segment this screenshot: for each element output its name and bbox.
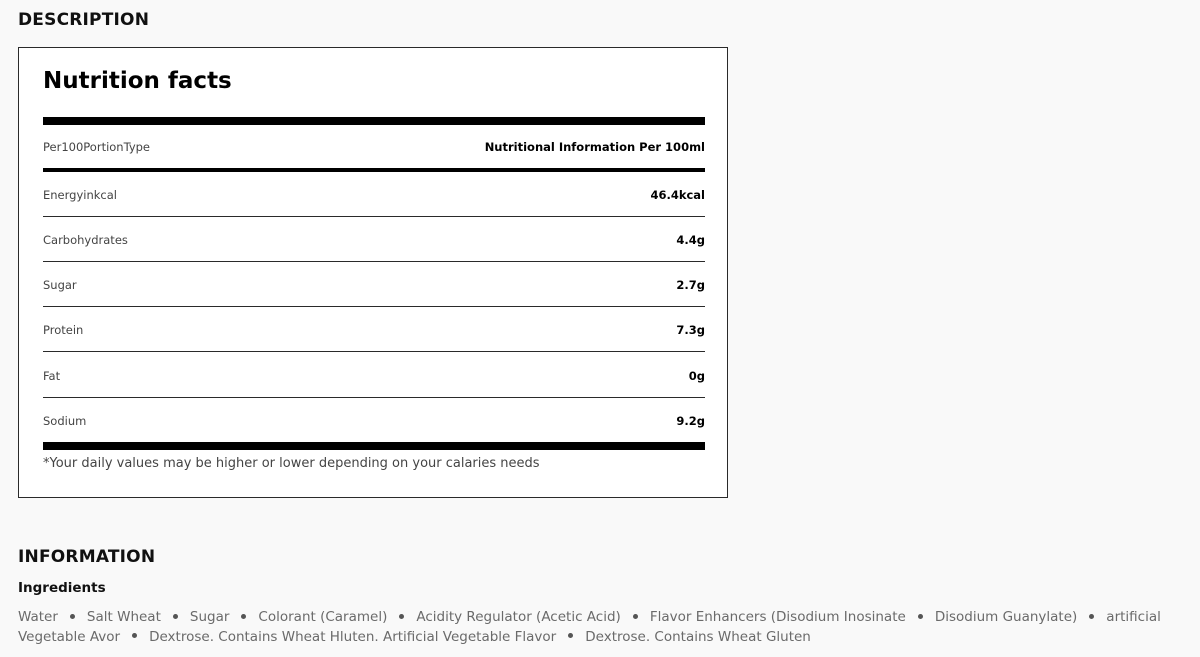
ingredients-line <box>18 608 1198 628</box>
bullet-icon <box>1089 614 1094 619</box>
nutrition-header-value: Nutritional Information Per 100ml <box>484 139 705 154</box>
nutrient-value: 9.2g <box>676 414 705 428</box>
bullet-icon <box>173 614 178 619</box>
divider-thick <box>43 442 705 450</box>
description-heading: DESCRIPTION <box>18 10 150 30</box>
ingredient-item: Disodium Guanylate) <box>934 609 1078 625</box>
ingredient-item: Dextrose. Contains Wheat Hluten. Artificial Vegetable Flavor <box>149 628 557 645</box>
nutrition-facts-card <box>18 47 728 498</box>
nutrient-value: 0g <box>688 368 705 383</box>
ingredients-heading: Ingredients <box>18 580 106 596</box>
ingredients-list <box>18 608 1198 647</box>
ingredient-item: Colorant (Caramel) <box>258 609 388 625</box>
ingredient-item: Dextrose. Contains Wheat Gluten <box>585 628 811 645</box>
nutrient-label: Energyinkcal <box>43 187 117 202</box>
nutrition-row-sodium <box>43 399 705 443</box>
bullet-icon <box>132 633 137 638</box>
ingredient-item: Vegetable Avor <box>18 628 121 645</box>
nutrient-value: 46.4kcal <box>650 187 705 202</box>
nutrition-row-energy <box>43 173 705 217</box>
bullet-icon <box>399 614 404 619</box>
divider-thick <box>43 117 705 125</box>
ingredient-item: Salt Wheat <box>86 609 161 625</box>
daily-values-footnote: *Your daily values may be higher or lower depending on your calaries needs <box>43 456 540 471</box>
nutrient-label: Sugar <box>43 277 77 292</box>
bullet-icon <box>241 614 246 619</box>
nutrition-header-row <box>43 125 705 168</box>
nutrition-row-fat <box>43 354 705 398</box>
nutrient-value: 2.7g <box>676 277 705 292</box>
nutrition-row-carbohydrates <box>43 218 705 262</box>
divider-medium <box>43 168 705 172</box>
ingredient-item: Sugar <box>189 609 230 625</box>
ingredients-line <box>18 628 1198 648</box>
bullet-icon <box>568 633 573 638</box>
bullet-icon <box>633 614 638 619</box>
nutrition-row-protein <box>43 308 705 352</box>
ingredient-item: Water <box>18 609 58 625</box>
ingredient-item: Acidity Regulator (Acetic Acid) <box>416 609 621 625</box>
nutrient-label: Protein <box>43 322 84 337</box>
ingredient-item: artificial <box>1106 609 1161 625</box>
nutrition-row-sugar <box>43 263 705 307</box>
nutrient-value: 4.4g <box>676 232 705 247</box>
nutrient-label: Fat <box>43 368 61 383</box>
nutrient-label: Carbohydrates <box>43 232 128 247</box>
nutrition-facts-title: Nutrition facts <box>43 68 232 94</box>
information-heading: INFORMATION <box>18 547 156 567</box>
bullet-icon <box>918 614 923 619</box>
nutrient-value: 7.3g <box>676 322 705 337</box>
bullet-icon <box>70 614 75 619</box>
nutrient-label: Sodium <box>43 414 87 428</box>
nutrition-header-label: Per100PortionType <box>43 139 151 154</box>
ingredient-item: Flavor Enhancers (Disodium Inosinate <box>649 609 906 625</box>
